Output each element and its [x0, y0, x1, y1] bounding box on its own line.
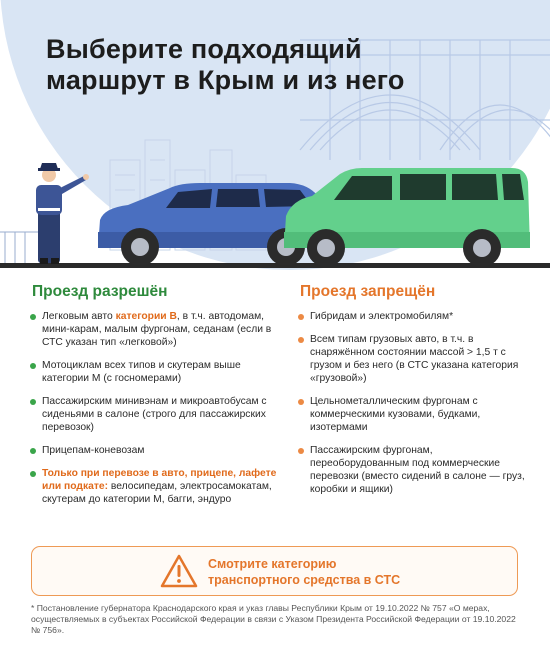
allowed-heading: Проезд разрешён: [32, 283, 168, 300]
title-line-1: Выберите подходящий: [46, 34, 362, 64]
forbidden-list: [294, 310, 534, 496]
hero-illustration: [0, 0, 550, 275]
road: [0, 263, 550, 268]
forbidden-item: Гибридам и электромобилям*: [294, 310, 534, 323]
allowed-section: [26, 283, 288, 516]
allowed-item: [26, 359, 288, 385]
forbidden-item: Цельнометаллическим фургонам с коммерческими кузовами, будками, изотермами: [294, 395, 534, 434]
forbidden-section: [294, 283, 534, 506]
allowed-item: [26, 395, 288, 434]
allowed-item-text: Мотоциклам всех типов и скутерам выше категории M (с госномерами): [42, 360, 241, 384]
notice-line-2: транспортного средства в СТС: [208, 573, 401, 587]
allowed-item-text: Прицепам-коневозам: [42, 445, 145, 456]
allowed-item: [26, 467, 288, 506]
forbidden-heading: Проезд запрещён: [300, 283, 436, 300]
allowed-item-text: Легковым авто: [42, 311, 116, 322]
forbidden-item: Всем типам грузовых авто, в т.ч. в снаряжённом состоянии массой > 1,5 т с грузом и без него (в СТС указана категория «грузовой»): [294, 333, 534, 385]
page-title: [46, 34, 405, 96]
footnote: * Постановление губернатора Краснодарского края и указ главы Республики Крым от 19.10.2022 № 757 «О мерах, осуществляемых в субъектах Российской Федерации в связи с Указом Президента Российской Федерации от 19.10.2022 № 756».: [31, 603, 516, 635]
allowed-item: [26, 444, 288, 457]
police-officer: [36, 163, 89, 264]
allowed-item-text: велосипедам, электросамокатам, скутерам до категории M, багги, эндуро: [42, 481, 272, 505]
allowed-item-text: Пассажирским минивэнам и микроавтобусам с сиденьями в салоне (строго для пассажирских перевозок): [42, 396, 267, 433]
notice-text: [208, 556, 400, 588]
allowed-list: [26, 310, 288, 506]
allowed-item-highlight: Только при перевозе в авто, прицепе, лафете или подкате:: [42, 468, 277, 492]
warning-icon: [160, 554, 198, 588]
notice-box: [31, 546, 518, 596]
fence: [0, 232, 40, 263]
allowed-item-text: , в т.ч. автодомам, мини-карам, малым фургонам, седанам (если в СТС указан тип «легковой»): [42, 311, 272, 348]
allowed-item-highlight: категории B: [115, 311, 177, 322]
title-line-2: маршрут в Крым и из него: [46, 65, 405, 95]
notice-line-1: Смотрите категорию: [208, 557, 337, 571]
allowed-item: [26, 310, 288, 349]
forbidden-item: Пассажирским фургонам, переоборудованным под коммерческие перевозки (вместо сидений в салоне — груз, коробки и ящики): [294, 444, 534, 496]
